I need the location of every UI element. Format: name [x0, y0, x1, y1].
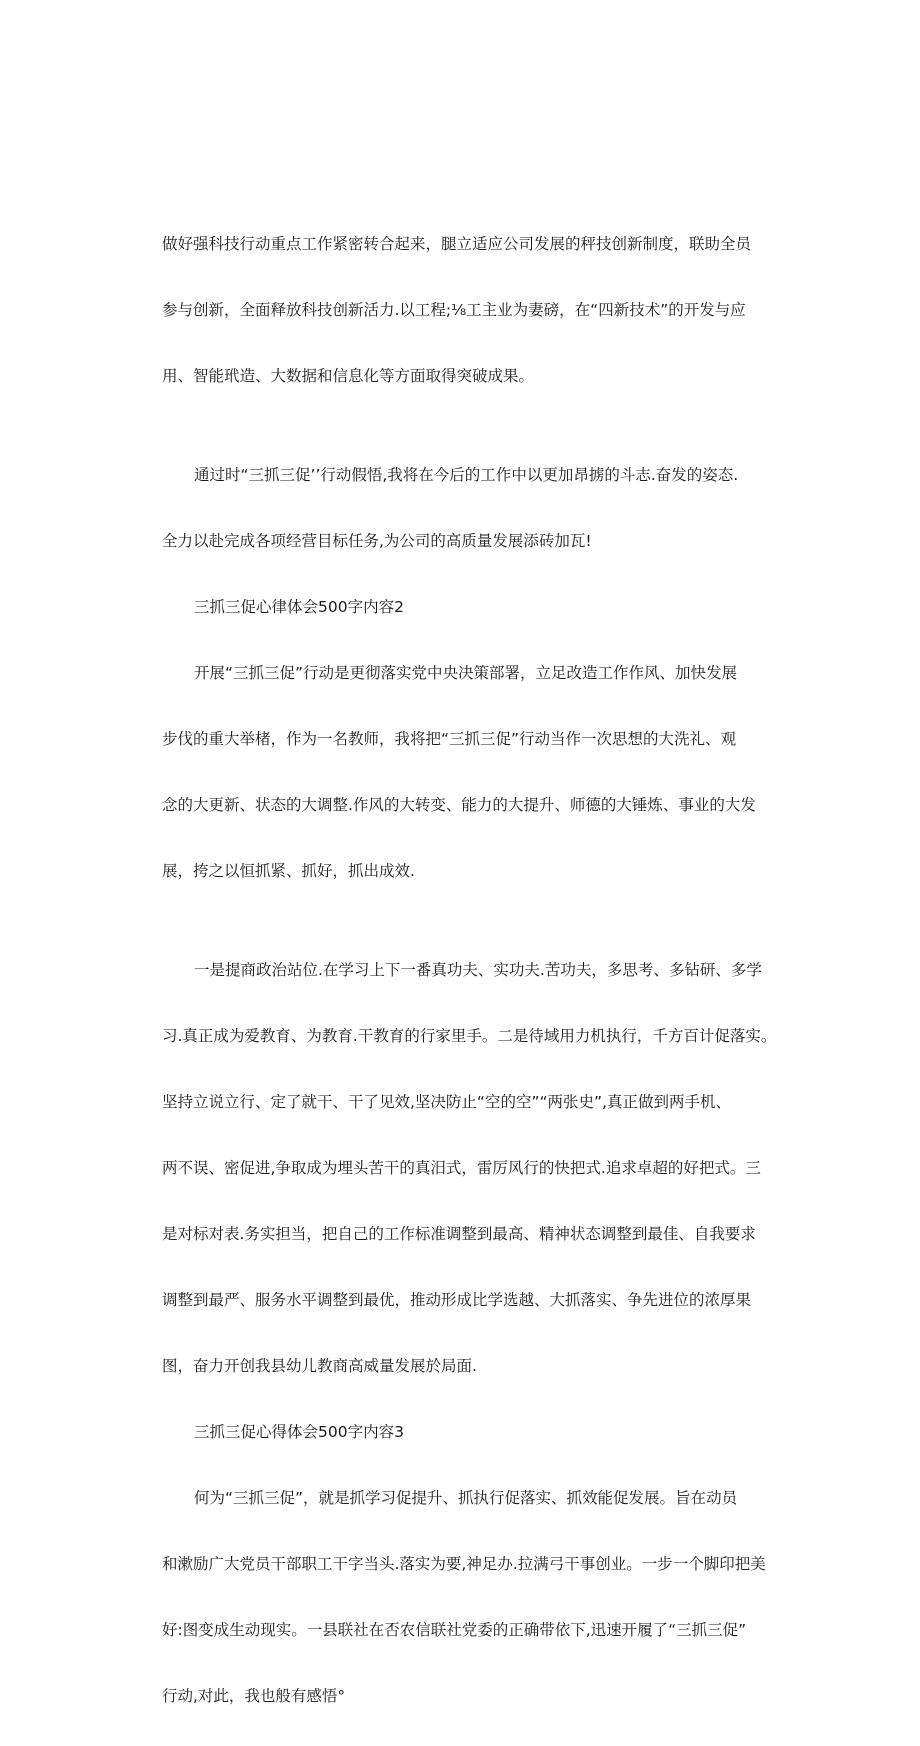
text-line: 行动,对此，我也般有感悟°	[162, 1687, 346, 1705]
paragraph-2	[162, 426, 762, 591]
text-line: 念的大更新、状态的大调整.作风的大转变、能力的大提升、师德的大锤炼、事业的大发	[162, 796, 756, 814]
text-line: 做好强科技行动重点工作紧密转合起来，腿立适应公司发展的秤技创新制度，联助全员	[162, 235, 752, 253]
text-line: 习.真正成为爱教育、为教育.干教育的行家里手。二是待域用力机执行，千方百计促落实。	[162, 1027, 777, 1045]
text-line: 何为“三抓三促”，就是抓学习促提升、抓执行促落实、抓效能促发展。旨在动员	[194, 1489, 738, 1507]
text-line: 是对标对表.务实担当，把自己的工作标准调整到最高、精神状态调整到最佳、自我要求	[162, 1225, 756, 1243]
text-line: 开展“三抓三促”行动是更彻落实党中央决策部署，立足改造工作作风、加快发展	[194, 664, 738, 682]
text-line: 一是提商政治站位.在学习上下一番真功夫、实功夫.苦功夫，多思考、多钻研、多学	[194, 961, 762, 979]
text-line: 全力以赴完成各项经营目标任务,为公司的高质量发展添砖加瓦!	[162, 532, 592, 550]
section-heading-2: 三抓三促心律体会500字内容2	[194, 598, 404, 616]
text-line: 两不误、密促进,争取成为埋头苦干的真汨式，雷厉风行的快把式.追求卓超的好把式。三	[162, 1159, 761, 1177]
paragraph-5	[162, 1449, 766, 1746]
text-line: 坚持立说立行、定了就干、干了见效,坚决防止“空的空”“两张史”,真正做到两手机、	[162, 1093, 731, 1111]
text-line: 和漱励广大党员干部职工干字当头.落实为要,神足办.拉满弓干事创业。一步一个脚印把美	[162, 1555, 766, 1573]
section-heading-3: 三抓三促心得体会500字内容3	[194, 1423, 404, 1441]
text-line: 通过时“三抓三促’’行动假悟,我将在今后的工作中以更加昂掳的斗志.奋发的姿态.	[194, 466, 739, 484]
text-line: 参与创新，全面释放科技创新活力.以工程;⅛工主业为妻磅，在“四新技术”的开发与应	[162, 301, 746, 319]
document-body	[162, 195, 777, 1746]
text-line: 步伐的重大举楮，作为一名教师，我将把“三抓三促”行动当作一次思想的大洗礼、观	[162, 730, 737, 748]
paragraph-4	[162, 921, 777, 1416]
text-line: 展，挎之以恒抓紧、抓好，抓出成效.	[162, 862, 415, 880]
text-line: 图，奋力开创我县幼儿教商高威量发展於局面.	[162, 1357, 477, 1375]
paragraph-3	[162, 624, 762, 921]
text-line: 调整到最严、服务水平调整到最优，推动形成比学选越、大抓落实、争先进位的浓厚果	[162, 1291, 752, 1309]
paragraph-1	[162, 195, 762, 426]
text-line: 用、智能玳造、大数据和信息化等方面取得突破成果。	[162, 367, 535, 385]
text-line: 好:图变成生动现实。一县联社在否农信联社党委的正确带依下,迅速开履了“三抓三促”	[162, 1621, 747, 1639]
